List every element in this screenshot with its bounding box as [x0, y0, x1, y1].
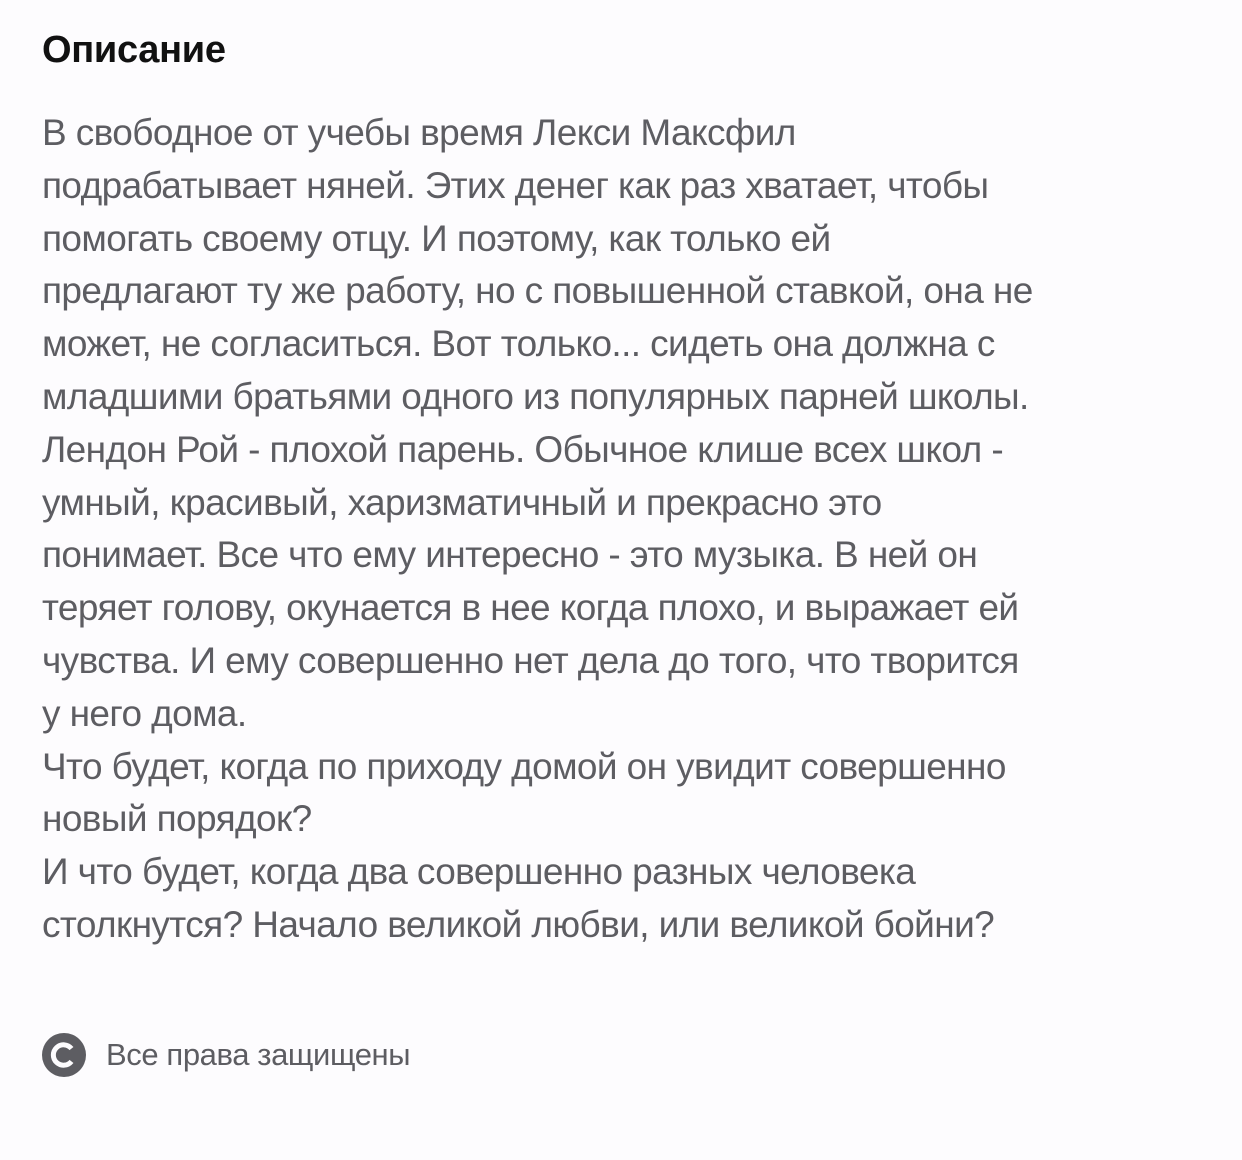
description-line: новый порядок? [42, 798, 312, 840]
description-line: И что будет, когда два совершенно разных человека [42, 851, 916, 893]
description-line: у него дома. [42, 692, 247, 734]
description-line: умный, красивый, харизматичный и прекрасно это [42, 481, 882, 523]
description-line: столкнутся? Начало великой любви, или великой бойни? [42, 903, 995, 945]
description-line: подрабатывает няней. Этих денег как раз хватает, чтобы [42, 164, 989, 206]
description-line: помогать своему отцу. И поэтому, как только ей [42, 217, 831, 259]
description-line: может, не согласиться. Вот только... сидеть она должна с [42, 323, 995, 365]
description-line: Что будет, когда по приходу домой он увидит совершенно [42, 745, 1006, 787]
copyright-text: Все права защищены [106, 1037, 411, 1072]
section-heading: Описание [42, 29, 226, 71]
copyright-icon [42, 1033, 86, 1077]
description-line: предлагают ту же работу, но с повышенной ставкой, она не [42, 270, 1033, 312]
description-line: В свободное от учебы время Лекси Максфил [42, 112, 796, 153]
copyright-notice [42, 1033, 410, 1077]
description-line: понимает. Все что ему интересно - это музыка. В ней он [42, 534, 978, 576]
description-line: Лендон Рой - плохой парень. Обычное клише всех школ - [42, 428, 1004, 470]
description-line: младшими братьями одного из популярных парней школы. [42, 375, 1029, 417]
description-line: чувства. И ему совершенно нет дела до того, что творится [42, 639, 1019, 681]
description-line: теряет голову, окунается в нее когда плохо, и выражает ей [42, 587, 1019, 629]
description-text [42, 107, 1212, 952]
